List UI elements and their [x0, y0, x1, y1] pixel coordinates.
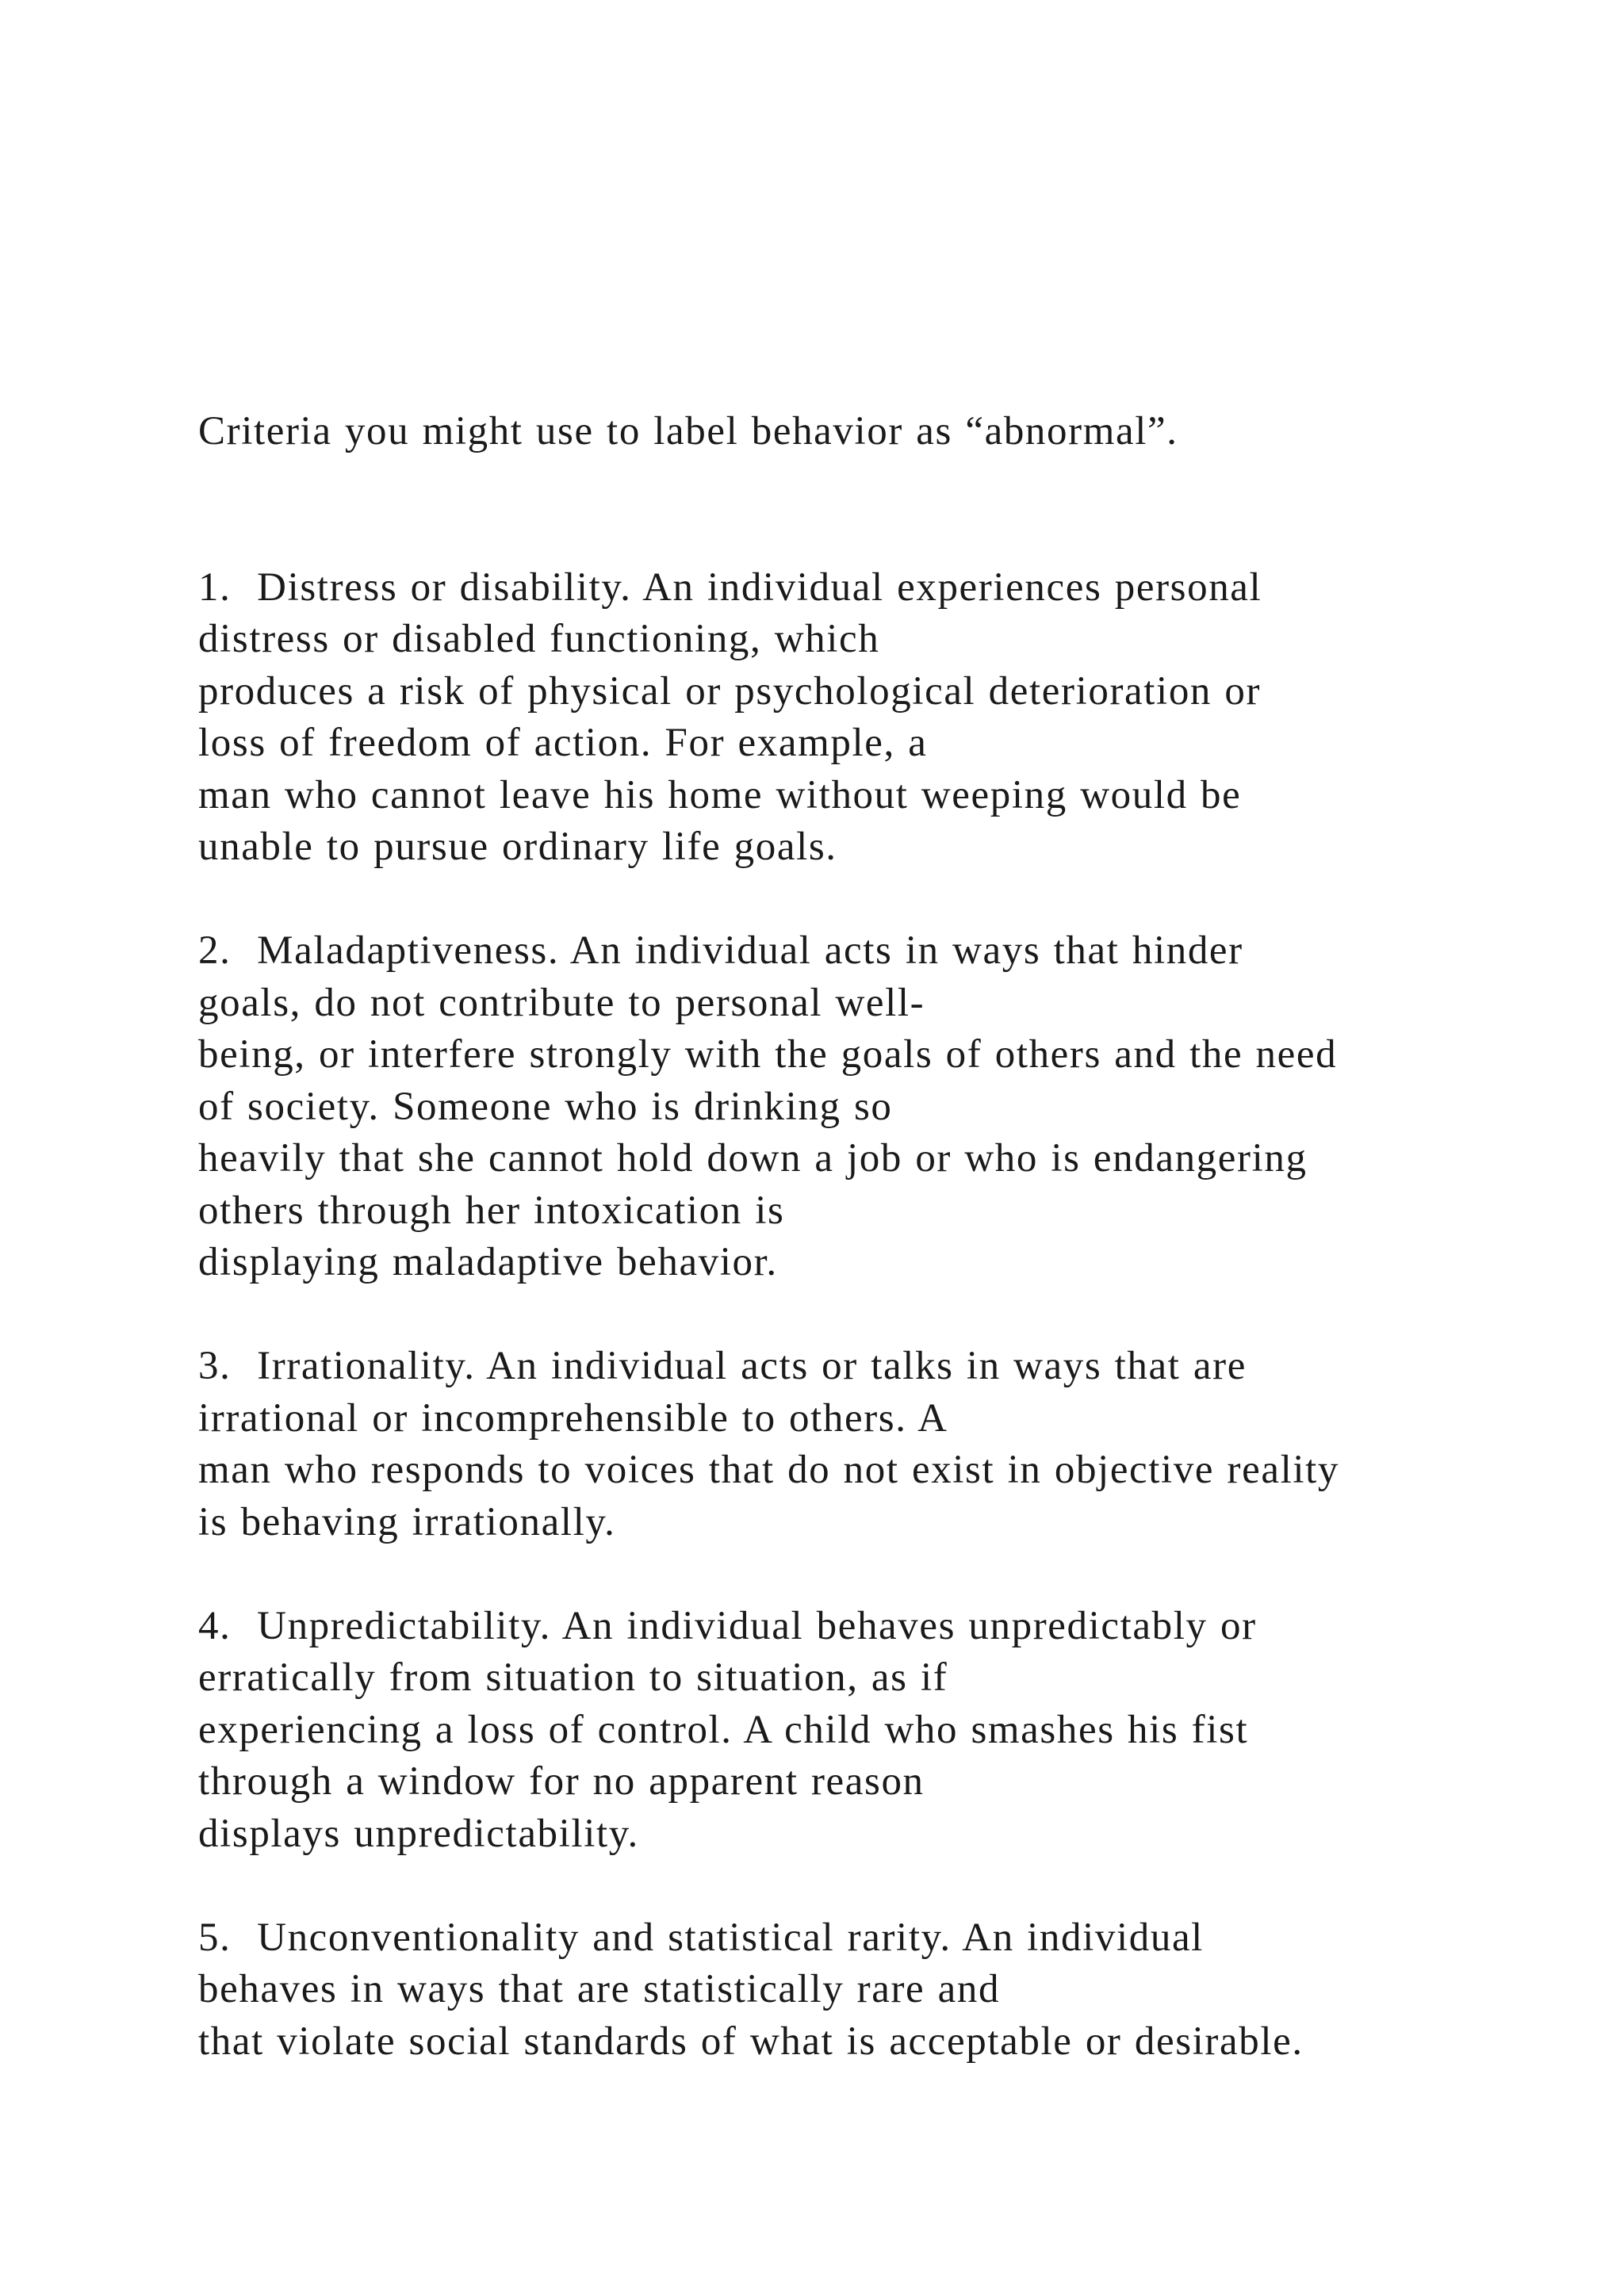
paragraph-line: others through her intoxication is — [198, 1188, 785, 1233]
document-title: Criteria you might use to label behavior as “abnormal”. — [198, 409, 1178, 453]
paragraph-line: heavily that she cannot hold down a job or who is endangering — [198, 1136, 1308, 1181]
paragraph-line: displaying maladaptive behavior. — [198, 1240, 778, 1284]
paragraph-line: goals, do not contribute to personal well- — [198, 980, 925, 1025]
paragraph-line: experiencing a loss of control. A child who smashes his fist — [198, 1707, 1249, 1752]
paragraph-line: distress or disabled functioning, which — [198, 617, 880, 661]
paragraph-line: irrational or incomprehensible to others. A — [198, 1395, 948, 1441]
paragraph-line: is behaving irrationally. — [198, 1499, 616, 1544]
paragraph-line: 1. Distress or disability. An individual experiences personal — [198, 564, 1262, 610]
paragraph-line: displays unpredictability. — [198, 1811, 639, 1856]
paragraph-line: being, or interfere strongly with the goals of others and the need — [198, 1032, 1338, 1077]
spacer — [198, 1860, 1546, 1912]
paragraph-line: man who responds to voices that do not exist in objective reality — [198, 1448, 1339, 1492]
paragraph-distress — [198, 562, 1546, 874]
spacer — [198, 458, 1546, 562]
paragraph-line: behaves in ways that are statistically rare and — [198, 1967, 1001, 2011]
paragraph-line: erratically from situation to situation, as if — [198, 1655, 948, 1700]
paragraph-line: of society. Someone who is drinking so — [198, 1084, 893, 1129]
paragraph-unpredictability — [198, 1601, 1546, 1861]
paragraph-line: loss of freedom of action. For example, a — [198, 721, 928, 765]
paragraph-unconventionality — [198, 1912, 1546, 2068]
spacer — [198, 874, 1546, 926]
paragraph-line: 2. Maladaptiveness. An individual acts in ways that hinder — [198, 928, 1243, 973]
spacer — [198, 1289, 1546, 1341]
spacer — [198, 1548, 1546, 1601]
paragraph-line: 3. Irrationality. An individual acts or talks in ways that are — [198, 1344, 1247, 1388]
paragraph-irrationality — [198, 1341, 1546, 1548]
paragraph-line: that violate social standards of what is acceptable or desirable. — [198, 2019, 1304, 2064]
paragraph-maladaptiveness — [198, 925, 1546, 1289]
paragraph-line: man who cannot leave his home without weeping would be — [198, 772, 1242, 817]
paragraph-line: 4. Unpredictability. An individual behaves unpredictably or — [198, 1603, 1257, 1648]
paragraph-line: through a window for no apparent reason — [198, 1759, 925, 1804]
paragraph-line: produces a risk of physical or psychological deterioration or — [198, 668, 1262, 714]
paragraph-line: unable to pursue ordinary life goals. — [198, 825, 837, 869]
paragraph-line: 5. Unconventionality and statistical rarity. An individual — [198, 1915, 1204, 1960]
document-body — [198, 406, 1546, 2068]
